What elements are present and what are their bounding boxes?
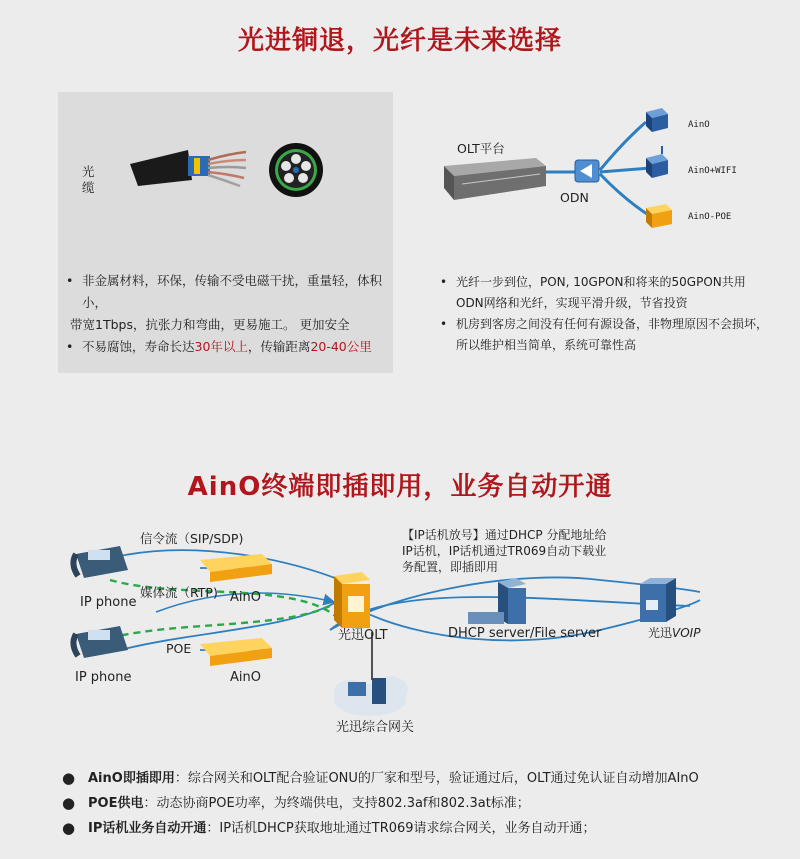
feature-bullet-list — [62, 766, 782, 841]
ip-phone-icon-2 — [73, 626, 128, 658]
section2-title: AinO终端即插即用，业务自动开通 — [187, 472, 613, 502]
voip-device-icon — [640, 578, 676, 622]
voip-label: 光迅VOIP — [648, 626, 701, 640]
fiber-cable-icon — [128, 142, 248, 192]
ip-phone-label-1: IP phone — [80, 595, 137, 610]
aino-label-2: AinO — [230, 670, 261, 685]
aino-device-icon — [646, 108, 668, 132]
right-bullet-list — [440, 272, 785, 356]
olt-platform-label: OLT平台 — [457, 141, 505, 156]
section1-title: 光进铜退，光纤是未来选择 — [237, 26, 562, 56]
device-label-aino: AinO — [688, 120, 710, 130]
odn-splitter-icon — [575, 160, 599, 182]
left-bullet-1: • 非金属材料，环保，传输不受电磁干扰，重量轻，体积小， — [66, 273, 383, 310]
cable-panel — [58, 92, 393, 373]
feature-bullet-3: ● IP话机业务自动开通：IP话机DHCP获取地址通过TR069请求综合网关，业务自动开通； — [62, 819, 596, 837]
ip-phone-provisioning-note: 【IP话机放号】通过DHCP 分配地址给 IP话机，IP话机通过TR069自动下载业 务配置，即插即用 — [402, 528, 607, 574]
left-bullet-2: 带宽1Tbps，抗张力和弯曲，更易施工。 更加安全 — [70, 317, 350, 332]
feature-bullet-2: ● POE供电：动态协商POE功率，为终端供电，支持802.3af和802.3at标准； — [62, 794, 530, 812]
odn-label: ODN — [560, 190, 589, 205]
left-bullet-3: • 不易腐蚀，寿命长达30年以上，传输距离20-40公里 — [66, 339, 372, 354]
gateway-cloud-icon — [334, 676, 408, 716]
ip-phone-label-2: IP phone — [75, 670, 132, 685]
aino-wifi-device-icon — [646, 146, 668, 178]
poe-label: POE — [166, 641, 192, 656]
feature-bullet-1: ● AinO即插即用：综合网关和OLT配合验证ONU的厂家和型号，验证通过后，OLT通过免认证自动增加AInO — [62, 769, 699, 787]
aino-device-icon-2 — [200, 638, 272, 666]
gateway-label: 光迅综合网关 — [336, 720, 415, 735]
right-bullet-1: • 光纤一步到位，PON, 10GPON和将来的50GPON共用 ODN网络和光纤，实现平滑升级，节省投资 — [440, 275, 746, 310]
aino-poe-device-icon — [646, 204, 672, 228]
olt-label: 光迅OLT — [338, 628, 388, 643]
olt-device-icon — [334, 572, 370, 628]
right-bullet-2: • 机房到客房之间没有任何有源设备，非物理原因不会损坏， 所以维护相当简单，系统可靠性高 — [440, 317, 769, 352]
ip-phone-icon-1 — [73, 546, 128, 578]
dhcp-server-icon — [468, 578, 526, 624]
aino-device-icon-1 — [200, 554, 272, 582]
media-flow-label: 媒体流（RTP) — [140, 585, 218, 600]
dhcp-server-label: DHCP server/File server — [448, 626, 602, 641]
device-label-aino-wifi: AinO+WIFI — [688, 166, 737, 176]
highlight-lifespan: 30年以上 — [194, 339, 248, 354]
highlight-distance: 20-40公里 — [310, 339, 372, 354]
left-bullet-list — [66, 270, 391, 358]
signaling-flow-label: 信令流（SIP/SDP) — [140, 531, 244, 546]
device-label-aino-poe: AinO-POE — [688, 212, 732, 222]
cable-cross-section-icon — [268, 142, 324, 198]
aino-label-1: AinO — [230, 590, 261, 605]
olt-chassis-icon — [444, 158, 546, 200]
cable-label: 光缆 — [82, 164, 95, 195]
